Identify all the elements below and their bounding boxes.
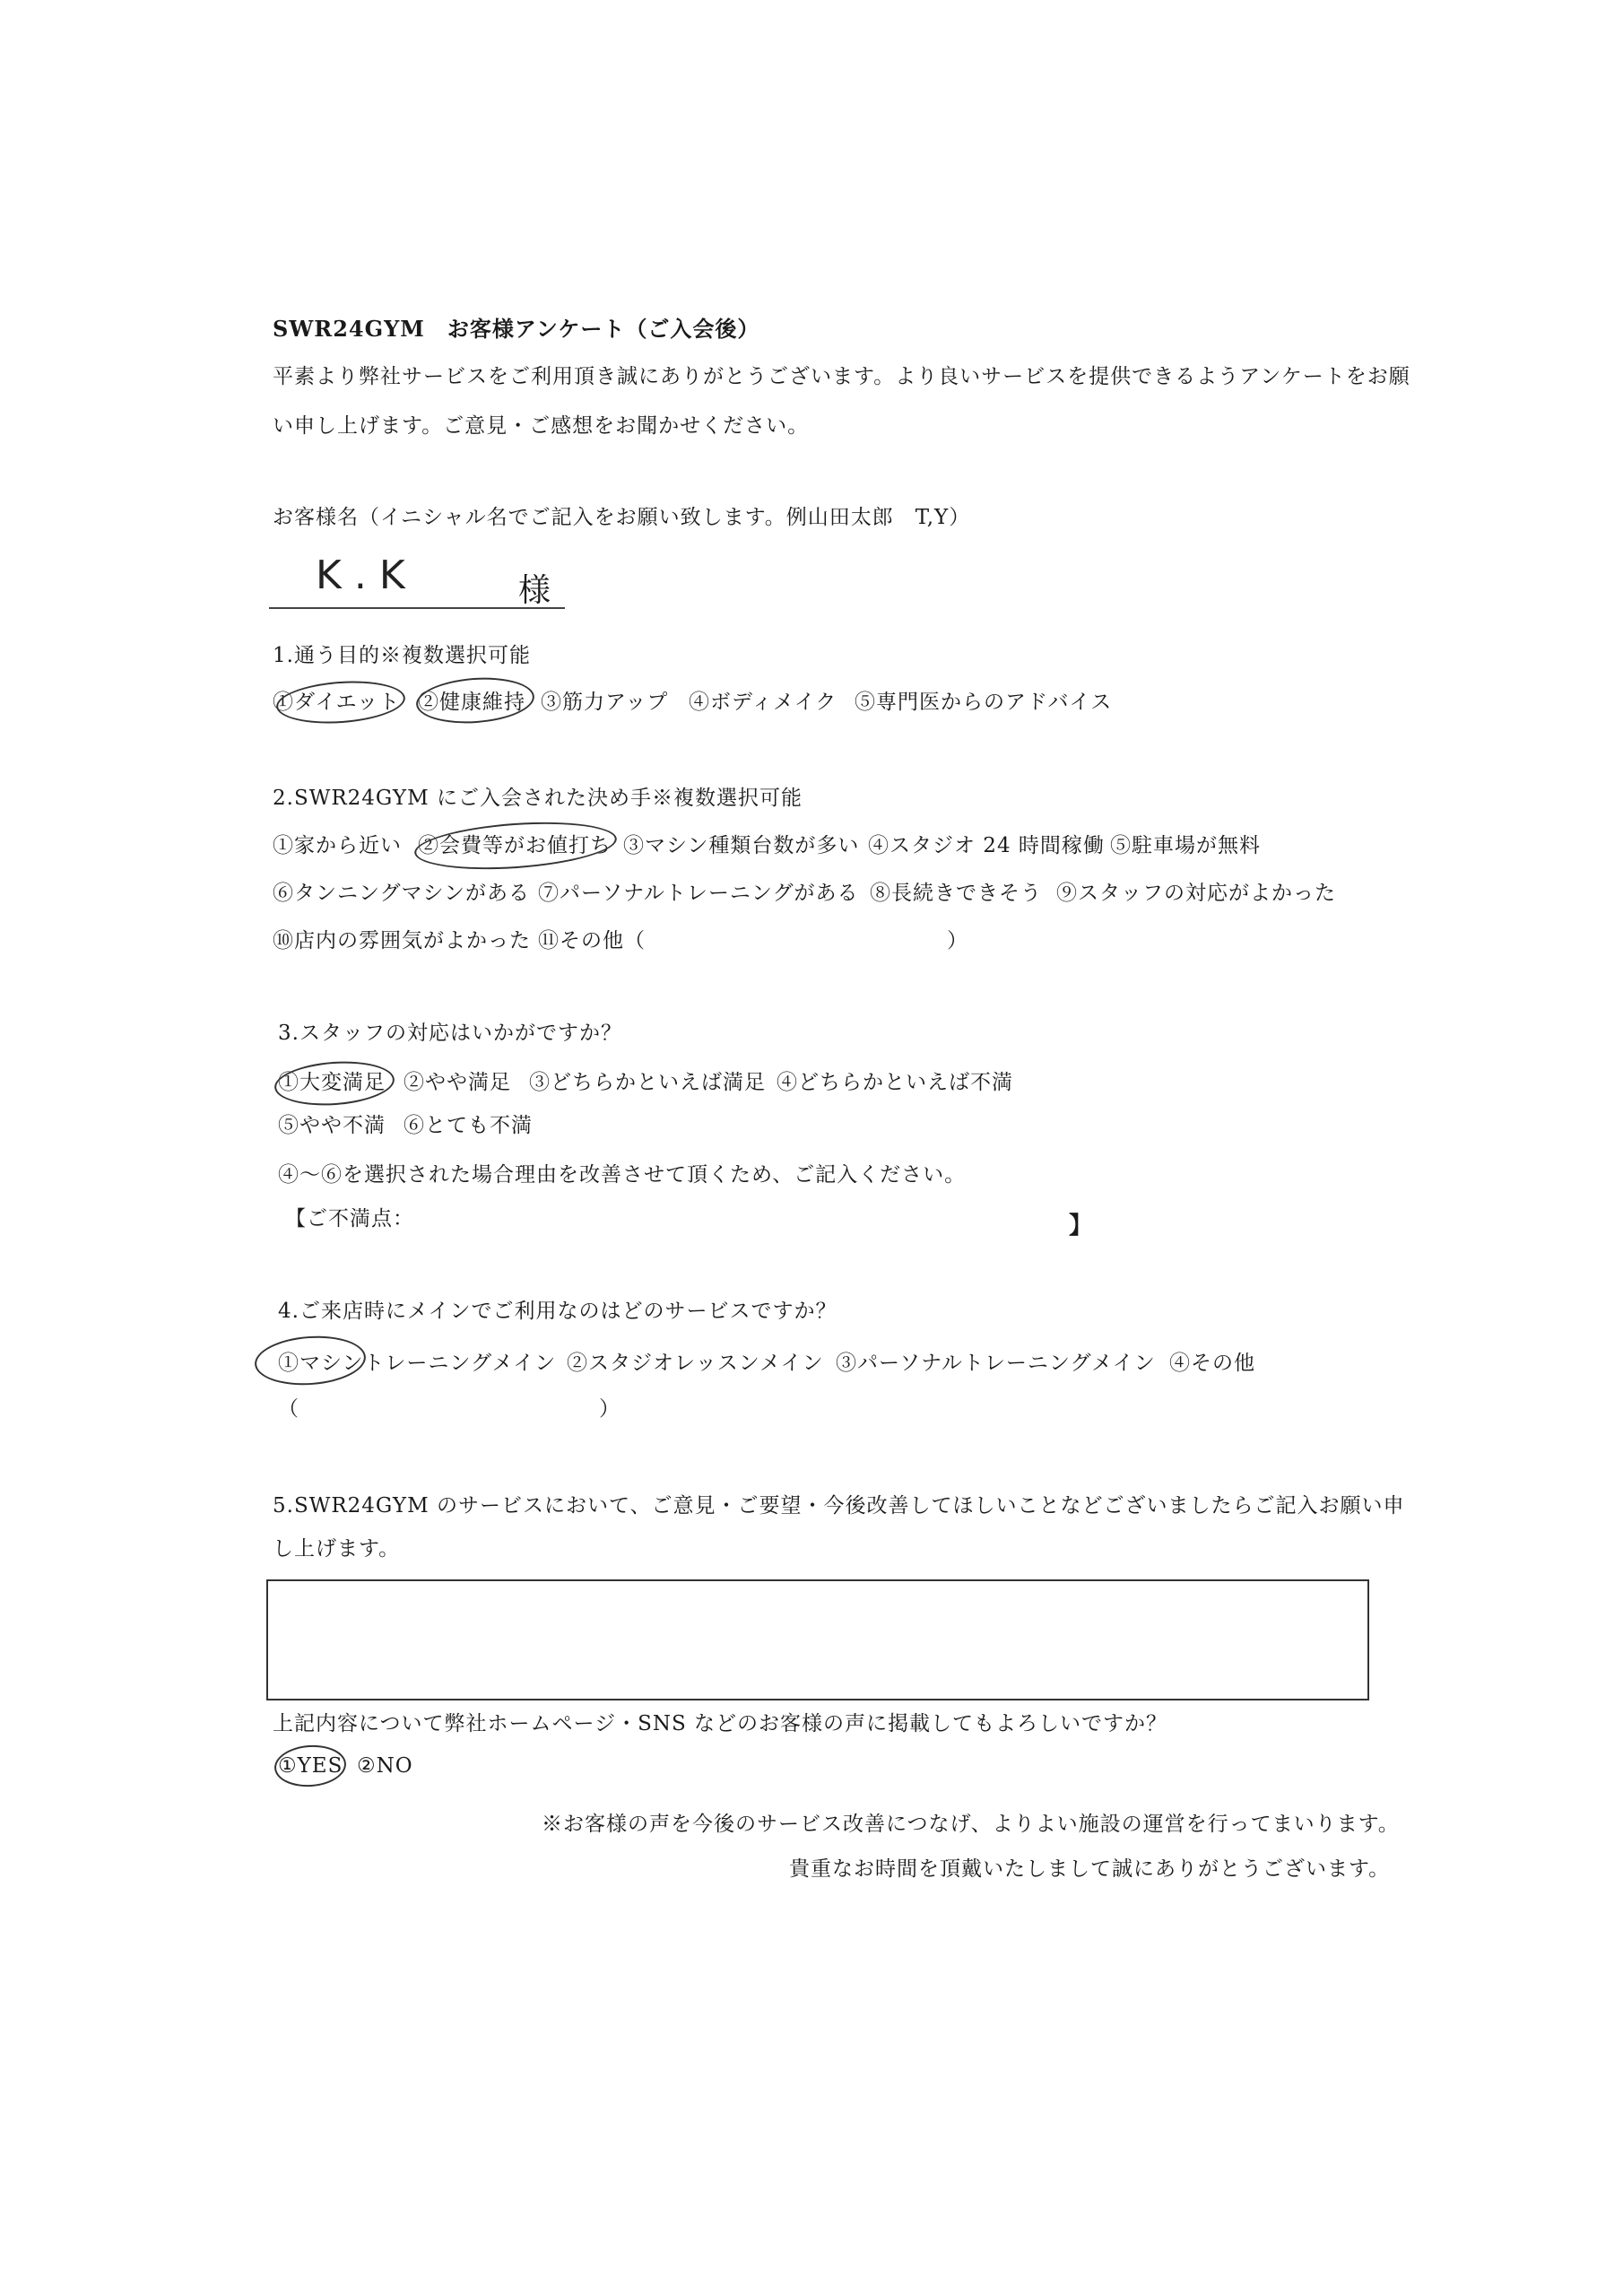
q1-option-1-circle-mark: [275, 677, 407, 727]
q3-complaint-label: 【ご不満点：: [285, 1207, 414, 1231]
question-5-line1: 5.SWR24GYM のサービスにおいて、ご意見・ご要望・今後改善してほしいことなどございましたらご記入お願い申: [273, 1494, 1405, 1518]
q2-option-8[interactable]: ⑧長続きできそう: [870, 882, 1042, 905]
footer-line2: 貴重なお時間を頂戴いたしまして誠にありがとうございます。: [789, 1857, 1391, 1881]
customer-name-handwritten: K.K: [316, 552, 418, 598]
q2-option-1[interactable]: ①家から近い: [273, 834, 402, 857]
q4-option-2[interactable]: ②スタジオレッスンメイン: [567, 1352, 824, 1375]
q4-other-close-paren: ）: [599, 1397, 621, 1421]
q4-other-open-paren: （: [278, 1397, 299, 1421]
publish-option-no[interactable]: ②NO: [357, 1754, 413, 1778]
q1-option-4[interactable]: ④ボディメイク: [689, 691, 838, 714]
q5-comment-box[interactable]: [266, 1579, 1369, 1700]
footer-line1: ※お客様の声を今後のサービス改善につなげ、よりよい施設の運営を行ってまいります。: [542, 1813, 1400, 1836]
q3-note: ④～⑥を選択された場合理由を改善させて頂くため、ご記入ください。: [278, 1163, 967, 1187]
q1-option-5[interactable]: ⑤専門医からのアドバイス: [855, 691, 1113, 714]
name-prompt: お客様名（イニシャル名でご記入をお願い致します。例山田太郎 T,Y）: [273, 506, 971, 529]
q1-option-2-circle-mark: [414, 674, 535, 726]
q3-option-2[interactable]: ②やや満足: [404, 1071, 511, 1094]
q3-option-3[interactable]: ③どちらかといえば満足: [529, 1071, 766, 1094]
q2-option-2[interactable]: ②会費等がお値打ち: [418, 834, 612, 857]
survey-title: SWR24GYM お客様アンケート（ご入会後）: [273, 316, 760, 342]
q4-option-1[interactable]: ①マシントレーニングメイン: [278, 1352, 557, 1375]
question-1: 1.通う目的※複数選択可能: [273, 644, 531, 667]
q2-option-7[interactable]: ⑦パーソナルトレーニングがある: [538, 882, 859, 905]
q3-option-6[interactable]: ⑥とても不満: [404, 1114, 533, 1137]
question-5-line2: し上げます。: [273, 1537, 401, 1561]
q3-option-5[interactable]: ⑤やや不満: [278, 1114, 386, 1137]
q3-complaint-close: 】: [1069, 1213, 1093, 1239]
q2-option-11[interactable]: ⑪その他（: [538, 929, 646, 952]
q4-option-4[interactable]: ④その他: [1169, 1352, 1255, 1375]
q3-option-1-circle-mark: [273, 1057, 395, 1109]
q2-option-6[interactable]: ⑥タンニングマシンがある: [273, 882, 530, 905]
q2-option-5[interactable]: ⑤駐車場が無料: [1110, 834, 1261, 857]
publish-option-yes[interactable]: ①YES: [278, 1754, 343, 1778]
q3-option-4[interactable]: ④どちらかといえば不満: [777, 1071, 1013, 1094]
q2-option-10[interactable]: ⑩店内の雰囲気がよかった: [273, 929, 531, 952]
q2-option-4[interactable]: ④スタジオ 24 時間稼働: [868, 834, 1105, 857]
q4-option-1-circle-mark: [253, 1333, 367, 1389]
q2-option-3[interactable]: ③マシン種類台数が多い: [623, 834, 860, 857]
publish-question: 上記内容について弊社ホームページ・SNS などのお客様の声に掲載してもよろしいですか？: [273, 1712, 1168, 1735]
name-suffix: 様: [518, 572, 551, 609]
q1-option-2[interactable]: ②健康維持: [418, 691, 525, 714]
publish-yes-circle-mark: [273, 1743, 347, 1788]
q2-option-2-circle-mark: [413, 816, 619, 875]
q1-option-3[interactable]: ③筋力アップ: [541, 691, 669, 714]
intro-text-line1: 平素より弊社サービスをご利用頂き誠にありがとうございます。より良いサービスを提供できるようアンケートをお願: [273, 365, 1410, 388]
q2-option-11-close-paren: ）: [947, 929, 968, 952]
question-4: 4.ご来店時にメインでご利用なのはどのサービスですか？: [278, 1300, 838, 1323]
q1-option-1[interactable]: ①ダイエット: [273, 691, 401, 714]
q3-option-1[interactable]: ①大変満足: [278, 1071, 386, 1094]
intro-text-line2: い申し上げます。ご意見・ご感想をお聞かせください。: [273, 414, 810, 438]
question-2: 2.SWR24GYM にご入会された決め手※複数選択可能: [273, 787, 803, 810]
q2-option-9[interactable]: ⑨スタッフの対応がよかった: [1056, 882, 1336, 905]
q4-option-3[interactable]: ③パーソナルトレーニングメイン: [836, 1352, 1156, 1375]
question-3: 3.スタッフの対応はいかがですか？: [278, 1022, 622, 1045]
